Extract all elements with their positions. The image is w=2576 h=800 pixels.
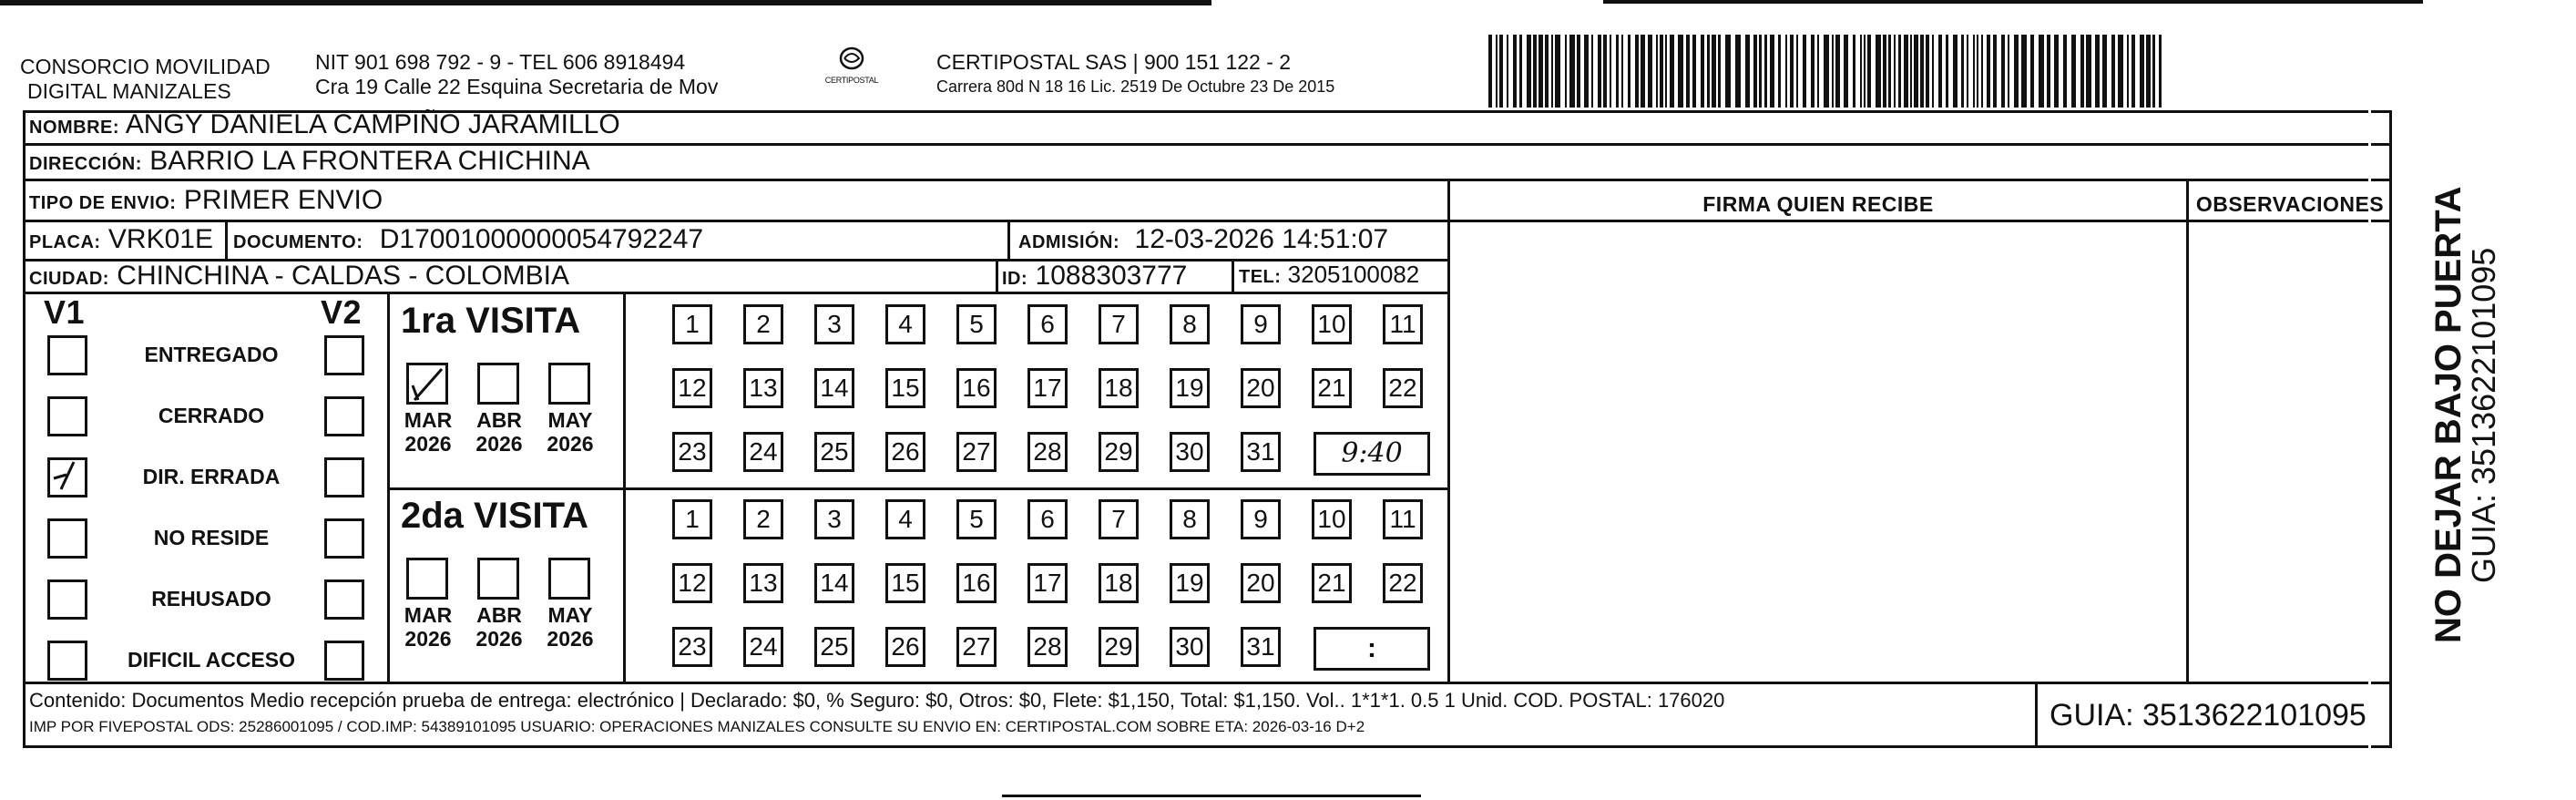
day-box[interactable]: 21 xyxy=(1312,368,1352,408)
v2-checkbox[interactable] xyxy=(324,518,364,559)
v2-checkbox[interactable] xyxy=(324,335,364,375)
day-box[interactable]: 22 xyxy=(1383,368,1423,408)
company-name: CONSORCIO MOVILIDAD DIGITAL MANIZALES xyxy=(20,55,271,103)
documento-value: D17001000000054792247 xyxy=(379,224,704,254)
day-box[interactable]: 29 xyxy=(1099,432,1139,472)
v1-checkbox[interactable] xyxy=(47,396,87,436)
signature-area[interactable] xyxy=(1451,223,2185,681)
day-box[interactable]: 4 xyxy=(885,499,925,539)
day-box[interactable]: 26 xyxy=(885,627,925,667)
month-checkbox[interactable] xyxy=(477,363,519,405)
day-box[interactable]: 31 xyxy=(1241,432,1281,472)
day-box[interactable]: 20 xyxy=(1241,563,1281,603)
nombre-value: ANGY DANIELA CAMPIÑO JARAMILLO xyxy=(125,109,620,139)
month-label: MAR 2026 xyxy=(404,408,453,456)
documento-row xyxy=(233,224,703,255)
month-label: MAY 2026 xyxy=(547,603,594,651)
id-label: ID: xyxy=(1002,269,1028,289)
day-box[interactable]: 6 xyxy=(1027,499,1068,539)
day-box[interactable]: 16 xyxy=(956,368,997,408)
v1-checkbox[interactable] xyxy=(47,518,87,559)
day-box[interactable]: 12 xyxy=(672,563,712,603)
day-box[interactable]: 3 xyxy=(814,304,854,344)
tel-value: 3205100082 xyxy=(1287,261,1420,288)
direccion-label: DIRECCIÓN: xyxy=(29,154,142,174)
day-box[interactable]: 10 xyxy=(1312,304,1352,344)
day-box[interactable]: 27 xyxy=(956,432,997,472)
status-option-label: NO RESIDE xyxy=(153,526,270,549)
day-box[interactable]: 20 xyxy=(1241,368,1281,408)
month-checkbox[interactable] xyxy=(548,558,590,600)
day-box[interactable]: 27 xyxy=(956,627,997,667)
id-value: 1088303777 xyxy=(1035,261,1188,291)
footer-imp: IMP POR FIVEPOSTAL ODS: 25286001095 / COD.IMP: 54389101095 USUARIO: OPERACIONES MANIZALES CONSULTE SU ENVIO EN: CERTIPOSTAL.COM SOBRE ETA: 2026-03-16 D+2 xyxy=(29,718,1365,735)
id-row xyxy=(1002,261,1187,292)
time-box[interactable]: 9:40 xyxy=(1314,432,1430,476)
v2-checkbox[interactable] xyxy=(324,396,364,436)
day-box[interactable]: 15 xyxy=(885,563,925,603)
day-box[interactable]: 24 xyxy=(743,432,783,472)
day-box[interactable]: 23 xyxy=(672,627,712,667)
day-box[interactable]: 25 xyxy=(814,627,854,667)
tel-row xyxy=(1239,261,1419,289)
nombre-label: NOMBRE: xyxy=(29,118,120,138)
second-visit-title: 2da VISITA xyxy=(401,496,588,536)
v2-checkbox[interactable] xyxy=(324,457,364,497)
company-contact: NIT 901 698 792 - 9 - TEL 606 8918494 Cra 19 Calle 22 Esquina Secretaria de Mov xyxy=(315,50,719,98)
v2-label: V2 xyxy=(321,293,363,331)
status-option-label: DIFICIL ACCESO xyxy=(127,648,295,672)
v1-checkbox[interactable] xyxy=(47,641,87,681)
day-box[interactable]: 12 xyxy=(672,368,712,408)
day-box[interactable]: 2 xyxy=(743,304,783,344)
day-box[interactable]: 31 xyxy=(1241,627,1281,667)
day-box[interactable]: 30 xyxy=(1170,432,1210,472)
guia-box: GUIA: 3513622101095 xyxy=(2050,698,2366,733)
placa-row xyxy=(29,224,213,255)
day-box[interactable]: 4 xyxy=(885,304,925,344)
day-box[interactable]: 5 xyxy=(956,499,997,539)
day-box[interactable]: 18 xyxy=(1099,368,1139,408)
first-visit-title: 1ra VISITA xyxy=(401,301,581,341)
day-box[interactable]: 14 xyxy=(814,368,854,408)
nombre-row xyxy=(29,109,620,140)
day-box[interactable]: 28 xyxy=(1027,432,1068,472)
v1-checkbox[interactable] xyxy=(47,335,87,375)
time-box[interactable]: : xyxy=(1314,627,1430,671)
logo-text: CERTIPOSTAL xyxy=(824,76,879,85)
v1-checkbox[interactable] xyxy=(47,457,87,497)
day-box[interactable]: 28 xyxy=(1027,627,1068,667)
day-box[interactable]: 13 xyxy=(743,563,783,603)
day-box[interactable]: 22 xyxy=(1383,563,1423,603)
placa-value: VRK01E xyxy=(107,224,213,254)
status-option-label: ENTREGADO xyxy=(144,343,279,366)
ciudad-label: CIUDAD: xyxy=(29,269,109,289)
day-box[interactable]: 2 xyxy=(743,499,783,539)
day-box[interactable]: 21 xyxy=(1312,563,1352,603)
admision-row xyxy=(1018,224,1388,255)
day-box[interactable]: 5 xyxy=(956,304,997,344)
day-box[interactable]: 10 xyxy=(1312,499,1352,539)
day-box[interactable]: 11 xyxy=(1383,499,1423,539)
day-box[interactable]: 13 xyxy=(743,368,783,408)
day-box[interactable]: 7 xyxy=(1099,304,1139,344)
day-box[interactable]: 19 xyxy=(1170,368,1210,408)
day-box[interactable]: 11 xyxy=(1383,304,1423,344)
direccion-value: BARRIO LA FRONTERA CHICHINA xyxy=(149,146,590,176)
status-option-label: REHUSADO xyxy=(151,587,271,610)
day-box[interactable]: 23 xyxy=(672,432,712,472)
day-box[interactable]: 1 xyxy=(672,304,712,344)
month-checkbox[interactable] xyxy=(406,363,448,405)
top-edge xyxy=(0,0,1211,5)
bottom-edge-mark xyxy=(1002,795,1421,797)
admision-label: ADMISIÓN: xyxy=(1018,232,1120,252)
v1-checkbox[interactable] xyxy=(47,579,87,620)
ciudad-value: CHINCHINA - CALDAS - COLOMBIA xyxy=(117,261,570,291)
month-label: ABR 2026 xyxy=(475,408,523,456)
tipo-value: PRIMER ENVIO xyxy=(183,185,383,215)
v2-checkbox[interactable] xyxy=(324,641,364,681)
ciudad-row xyxy=(29,261,569,292)
day-box[interactable]: 29 xyxy=(1099,627,1139,667)
v2-checkbox[interactable] xyxy=(324,579,364,620)
observaciones-label: OBSERVACIONES xyxy=(2195,192,2385,216)
day-box[interactable]: 15 xyxy=(885,368,925,408)
month-label: MAY 2026 xyxy=(547,408,594,456)
tel-label: TEL: xyxy=(1239,267,1282,287)
day-box[interactable]: 9 xyxy=(1241,499,1281,539)
day-box[interactable]: 30 xyxy=(1170,627,1210,667)
status-option-label: DIR. ERRADA xyxy=(142,465,281,488)
day-box[interactable]: 8 xyxy=(1170,304,1210,344)
month-checkbox[interactable] xyxy=(548,363,590,405)
tipo-label: TIPO DE ENVIO: xyxy=(29,193,177,213)
placa-label: PLACA: xyxy=(29,232,101,252)
tipo-row xyxy=(29,185,383,216)
direccion-row xyxy=(29,146,590,177)
day-box[interactable]: 6 xyxy=(1027,304,1068,344)
day-box[interactable]: 1 xyxy=(672,499,712,539)
footer-content: Contenido: Documentos Medio recepción prueba de entrega: electrónico | Declarado: $0, % Seguro: $0, Otros: $0, Flete: $1,150, Total: $1,150. Vol.. 1*1*1. 0.5 1 Unid. COD. POSTAL: 176020 xyxy=(29,689,1725,712)
day-box[interactable]: 17 xyxy=(1027,368,1068,408)
carrier-info: CERTIPOSTAL SAS | 900 151 122 - 2 Carrera 80d N 18 16 Lic. 2519 De Octubre 23 De 2015 xyxy=(936,50,1335,96)
no-dejar-bajo-puerta: NO DEJAR BAJO PUERTA xyxy=(2428,186,2469,643)
day-box[interactable]: 24 xyxy=(743,627,783,667)
observaciones-area[interactable] xyxy=(2190,223,2390,681)
month-checkbox[interactable] xyxy=(406,558,448,600)
documento-label: DOCUMENTO: xyxy=(233,232,363,252)
month-checkbox[interactable] xyxy=(477,558,519,600)
day-box[interactable]: 26 xyxy=(885,432,925,472)
day-box[interactable]: 18 xyxy=(1099,563,1139,603)
month-label: MAR 2026 xyxy=(404,603,453,651)
firma-label: FIRMA QUIEN RECIBE xyxy=(1702,192,1934,216)
barcode xyxy=(1488,35,2164,108)
day-box[interactable]: 8 xyxy=(1170,499,1210,539)
day-box[interactable]: 7 xyxy=(1099,499,1139,539)
day-box[interactable]: 3 xyxy=(814,499,854,539)
carrier-logo xyxy=(815,46,888,100)
day-box[interactable]: 17 xyxy=(1027,563,1068,603)
top-edge-right xyxy=(1603,0,2423,4)
v1-label: V1 xyxy=(44,293,86,331)
day-box[interactable]: 9 xyxy=(1241,304,1281,344)
day-box[interactable]: 14 xyxy=(814,563,854,603)
day-box[interactable]: 25 xyxy=(814,432,854,472)
admision-value: 12-03-2026 14:51:07 xyxy=(1134,224,1389,254)
month-label: ABR 2026 xyxy=(475,603,523,651)
side-guia: GUIA: 3513622101095 xyxy=(2465,247,2502,583)
day-box[interactable]: 19 xyxy=(1170,563,1210,603)
day-box[interactable]: 16 xyxy=(956,563,997,603)
status-option-label: CERRADO xyxy=(158,404,265,427)
